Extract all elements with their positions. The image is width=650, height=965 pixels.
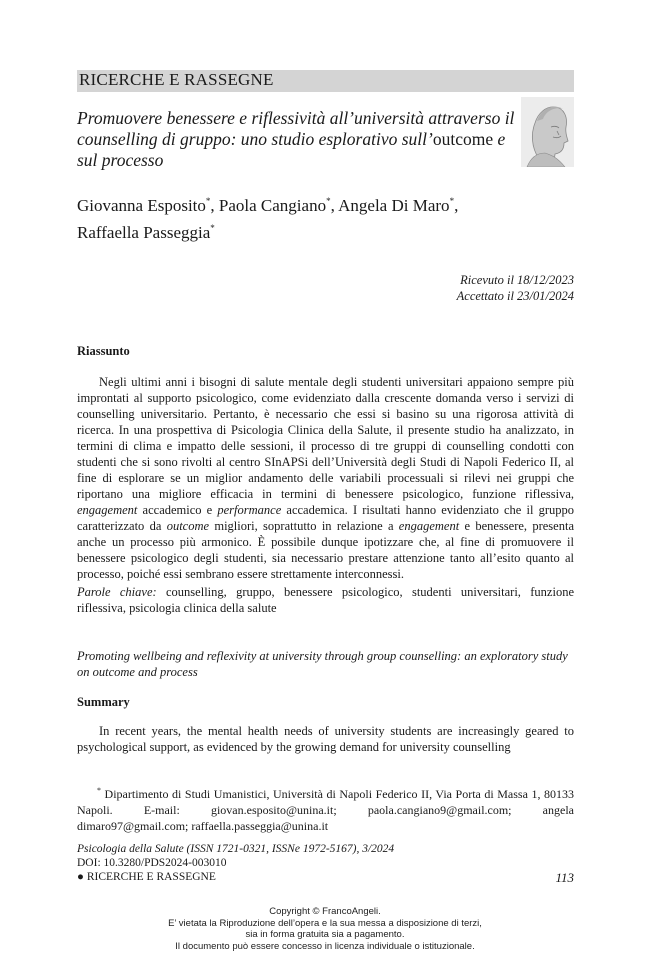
summary-paragraph: In recent years, the mental health needs of university students are increasingly geared to psychological support, as evidenced by the growing demand for university counselling bbox=[77, 724, 574, 754]
abstract-text: accademica. I risultati hanno evidenziato che il gruppo caratterizzato da bbox=[77, 503, 574, 533]
author-name: Giovanna Esposito bbox=[77, 196, 206, 215]
abstract-term: performance bbox=[217, 503, 282, 517]
english-title: Promoting wellbeing and reflexivity at university through group counselling: an exploratory study on outcome and process bbox=[77, 649, 568, 679]
section-label: RICERCHE E RASSEGNE bbox=[79, 70, 274, 89]
affiliation-mark: * bbox=[449, 196, 455, 206]
received-date: Ricevuto il 18/12/2023 bbox=[460, 273, 574, 287]
section-footer: ● RICERCHE E RASSEGNE bbox=[77, 871, 216, 883]
affiliation-mark: * bbox=[210, 223, 215, 233]
keywords-label: Parole chiave: bbox=[77, 585, 157, 599]
doi: DOI: 10.3280/PDS2024-003010 bbox=[77, 857, 227, 869]
author-separator: , bbox=[210, 196, 219, 215]
abstract-term: outcome bbox=[166, 519, 210, 533]
abstract-term: engagement bbox=[77, 503, 138, 517]
author-list bbox=[77, 190, 574, 244]
abstract-text: Negli ultimi anni i bisogni di salute mentale degli studenti universitari appaiono sempre più improntati al supporto psicologico, come evidenziato dalla crescente domanda verso i servizi di counselling universitario. Pertanto, è necessario che essi si basino su una rigorosa attività di ricerca. In una prospettiva di Psicologia Clinica della Salute, il presente studio ha analizzato, in termini di clima e impatto delle sessioni, il processo di tre gruppi di counselling condotti con studenti che si sono rivolti al centro SInAPSi dell’Università degli Studi di Napoli Federico II, al fine di esplorare se un miglior andamento delle variabili processuali si rilevi nei gruppi che riportano una migliore efficacia in termini di benessere psicologico, funzione riflessiva, bbox=[77, 375, 574, 501]
abstract-text: accademico e bbox=[137, 503, 218, 517]
abstract-heading: Riassunto bbox=[77, 344, 130, 358]
abstract-paragraph bbox=[77, 374, 574, 582]
affiliation-mark: * bbox=[326, 196, 331, 206]
summary-heading: Summary bbox=[77, 695, 130, 709]
abstract-text: e benessere, presenta anche un processo più armonico. È possibile dunque ipotizzare che, al fine di promuovere il benessere psicologico degli studenti, sia necessario prestare attenzione tanto all’esito quanto al processo, poiché essi sembrano essere strettamente interconnessi. bbox=[77, 519, 574, 581]
article-title bbox=[77, 108, 517, 171]
copyright-line: Copyright © FrancoAngeli. bbox=[269, 906, 381, 917]
abstract-text: migliori, soprattutto in relazione a bbox=[209, 519, 399, 533]
portrait-illustration-icon bbox=[521, 97, 574, 167]
keywords bbox=[77, 584, 574, 616]
journal-citation: Psicologia della Salute (ISSN 1721-0321, ISSNe 1972-5167), 3/2024 bbox=[77, 843, 395, 855]
submission-dates bbox=[457, 272, 574, 304]
accepted-date: Accettato il 23/01/2024 bbox=[456, 289, 574, 303]
copyright-line: sia in forma gratuita sia a pagamento. bbox=[245, 929, 405, 940]
affiliation-footnote bbox=[77, 783, 574, 834]
author-separator: , bbox=[330, 196, 339, 215]
affiliation-mark: * bbox=[205, 196, 211, 206]
copyright-line: E’ vietata la Riproduzione dell’opera e la sua messa a disposizione di terzi, bbox=[168, 917, 482, 929]
footnote-mark: * bbox=[97, 786, 101, 795]
copyright-line: Il documento può essere concesso in licenza individuale o istituzionale. bbox=[175, 940, 475, 952]
title-text-end: e sul processo bbox=[77, 129, 506, 170]
section-header-band bbox=[77, 70, 574, 92]
footnote-text: Dipartimento di Studi Umanistici, Università di Napoli Federico II, Via Porta di Massa 1, 80133 Napoli. E-mail: giovan.esposito@unina.it; paola.cangiano9@gmail.com; angela dimaro97@gmail.com; raffaella.passeggia@unina.it bbox=[77, 787, 574, 833]
keywords-list: counselling, gruppo, benessere psicologico, studenti universitari, funzione riflessiva, psicologia clinica della salute bbox=[77, 585, 574, 615]
page-number: 113 bbox=[555, 870, 574, 885]
author-name: Angela Di Maro bbox=[338, 196, 450, 215]
title-outcome: outcome bbox=[432, 129, 494, 149]
abstract-term: engagement bbox=[398, 519, 460, 533]
author-name: Raffaella Passeggia bbox=[77, 223, 211, 242]
copyright-notice bbox=[0, 906, 650, 952]
author-name: Paola Cangiano bbox=[218, 196, 327, 215]
title-text: Promuovere benessere e riflessività all’università attraverso il counselling di gruppo: uno studio esplorativo sull’ bbox=[77, 108, 515, 149]
author-separator: , bbox=[454, 196, 459, 215]
journal-info bbox=[77, 842, 394, 884]
